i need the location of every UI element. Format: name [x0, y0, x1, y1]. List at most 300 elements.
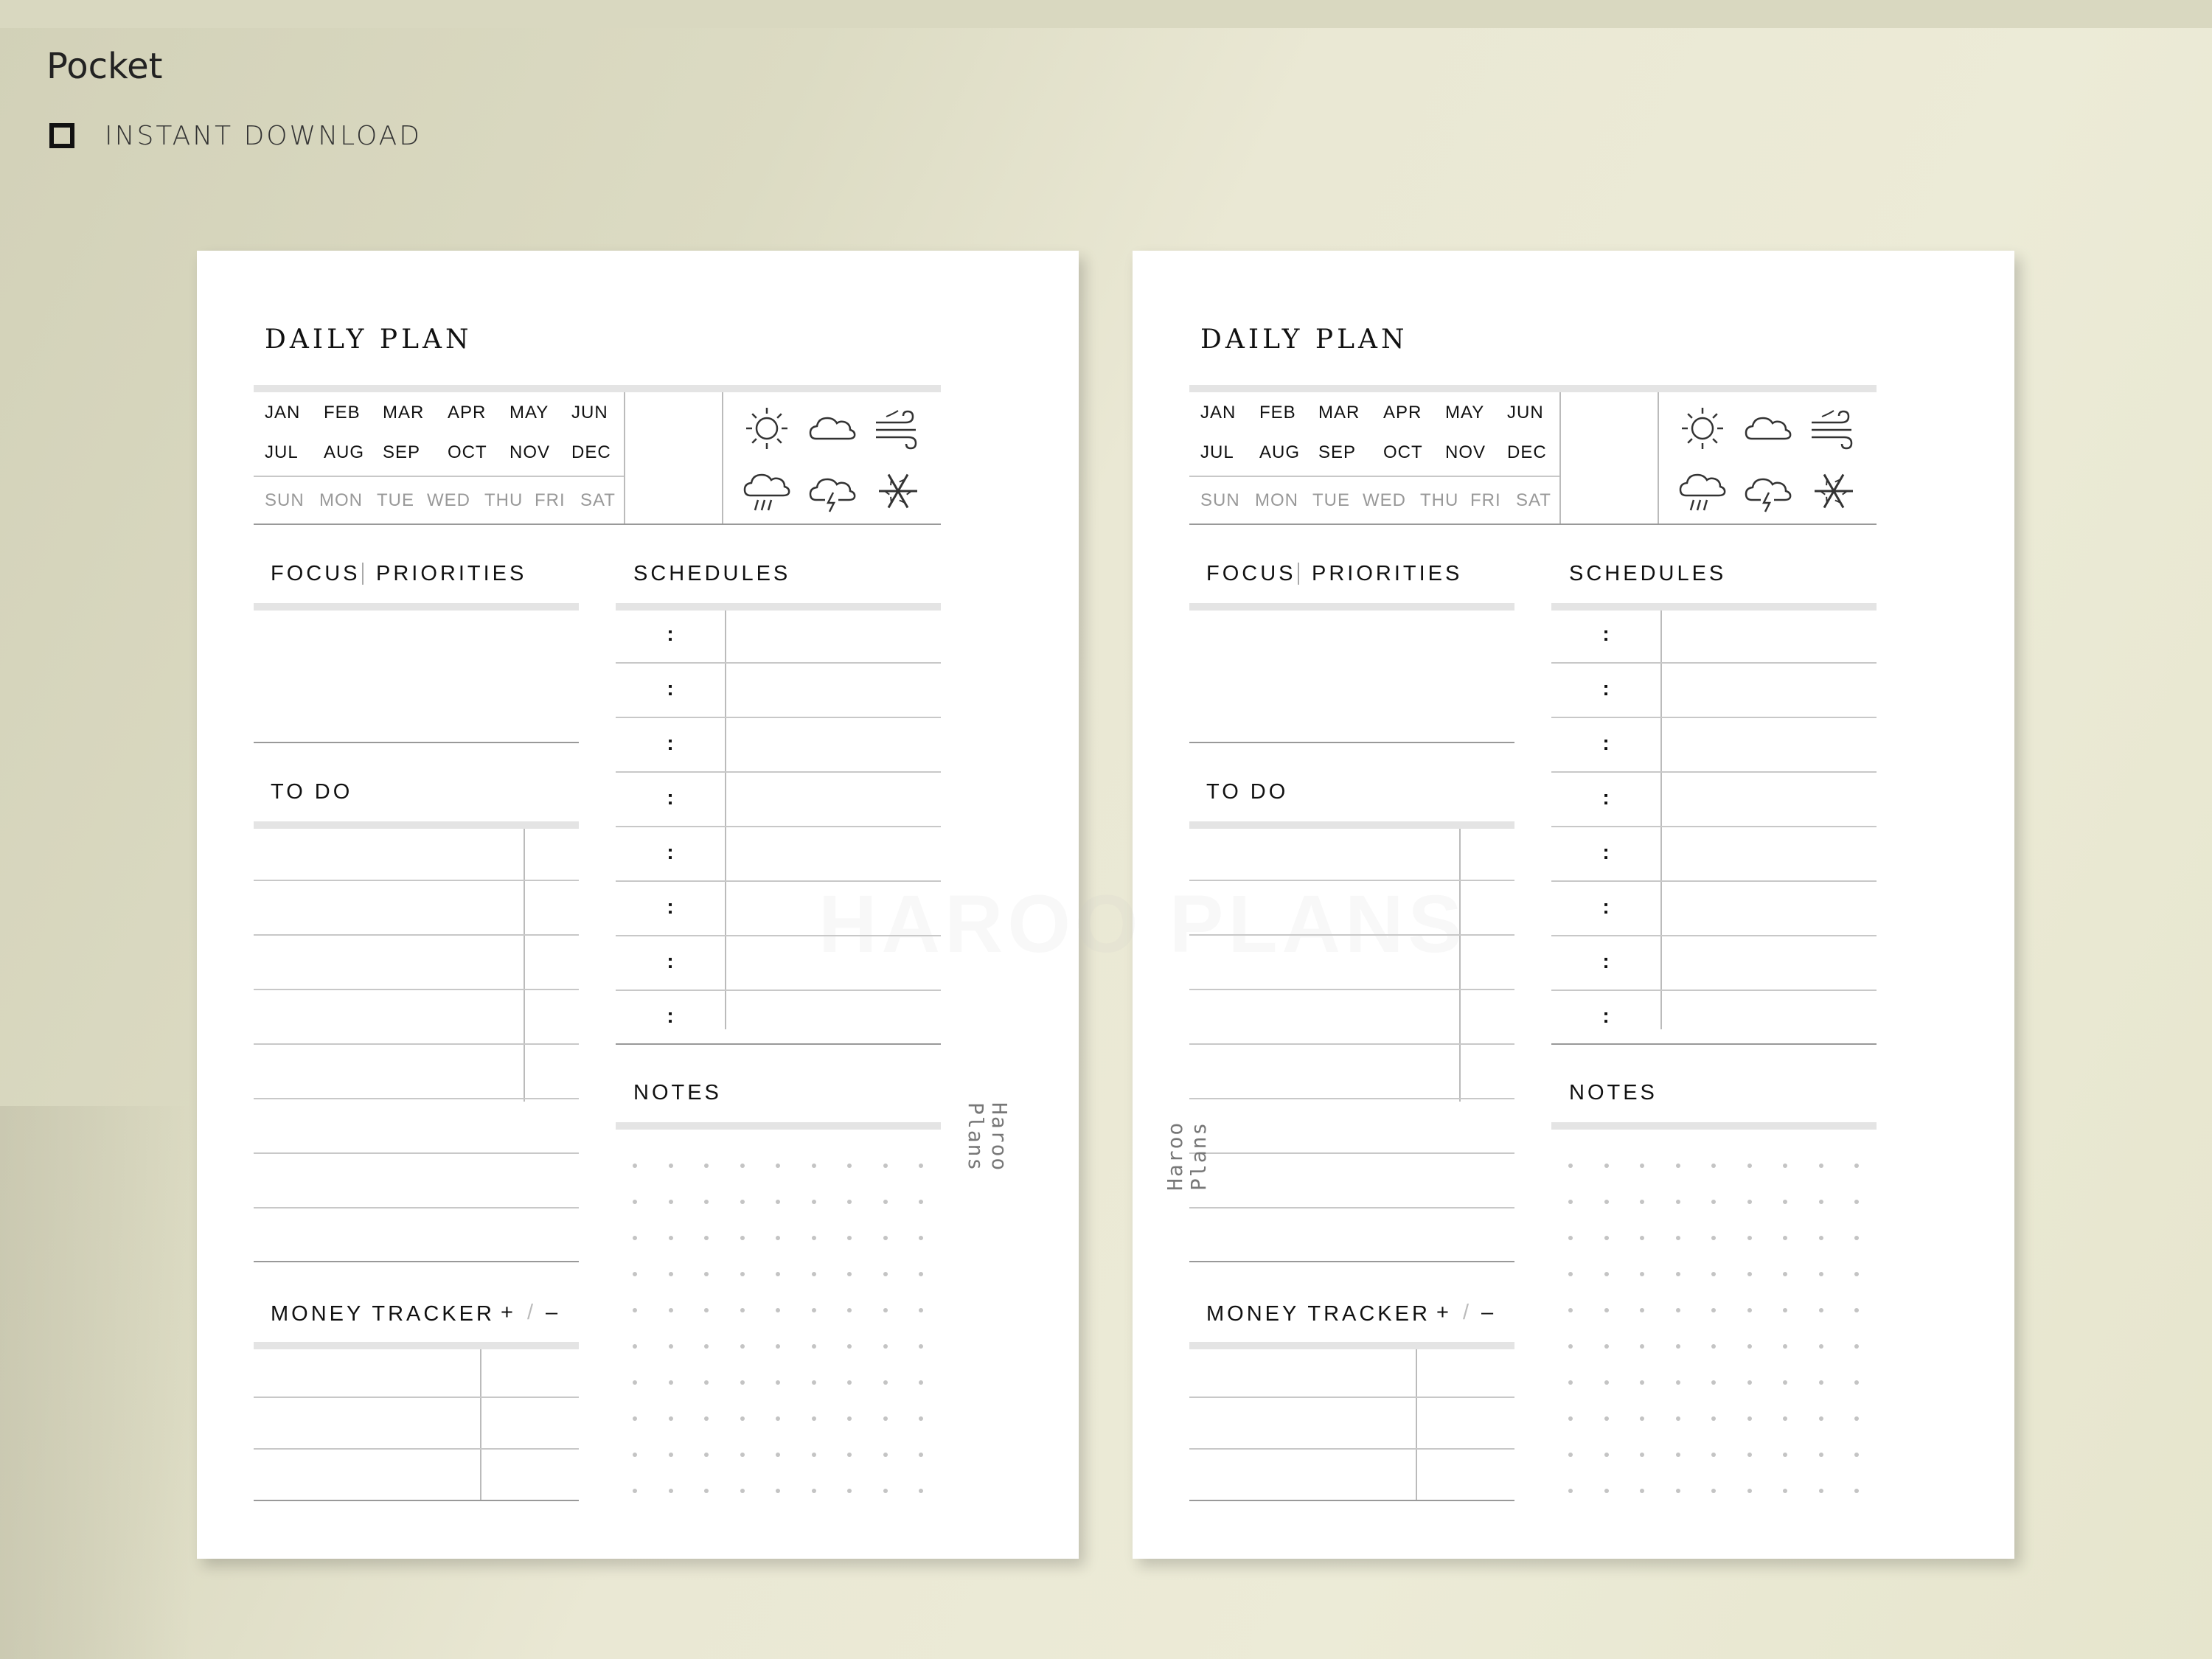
month-label[interactable]: DEC	[571, 442, 611, 462]
notes-dot	[1819, 1380, 1823, 1385]
date-block-divider	[624, 392, 625, 524]
weekday-label[interactable]: FRI	[535, 490, 566, 510]
todo-rule	[254, 821, 579, 829]
schedule-line	[616, 826, 941, 827]
notes-dot	[669, 1272, 673, 1276]
money-column	[1416, 1349, 1417, 1500]
wind-icon[interactable]	[1807, 402, 1860, 455]
month-label[interactable]: MAY	[509, 403, 549, 422]
schedule-line	[1551, 1043, 1877, 1045]
month-label[interactable]: MAR	[1318, 403, 1360, 422]
notes-dot	[740, 1308, 745, 1312]
todo-row[interactable]	[254, 1211, 524, 1264]
notes-dot	[1640, 1164, 1644, 1168]
notes-dot	[1568, 1489, 1573, 1493]
schedule-line	[616, 990, 941, 991]
notes-dot	[669, 1164, 673, 1168]
priorities-label: PRIORITIES	[1312, 562, 1463, 585]
notes-dot	[776, 1453, 780, 1457]
notes-dot	[1676, 1236, 1680, 1240]
notes-dot	[847, 1380, 852, 1385]
notes-dot	[740, 1272, 745, 1276]
schedule-time-slot[interactable]: :	[667, 622, 674, 645]
notes-dot	[704, 1380, 709, 1385]
notes-dot	[1854, 1308, 1859, 1312]
notes-dot	[1711, 1489, 1716, 1493]
wind-icon[interactable]	[872, 402, 925, 455]
notes-dot	[740, 1489, 745, 1493]
notes-dot	[919, 1344, 923, 1349]
notes-dot	[1783, 1489, 1787, 1493]
notes-dot	[883, 1272, 888, 1276]
notes-dot	[1640, 1453, 1644, 1457]
weekday-label[interactable]: FRI	[1470, 490, 1501, 510]
schedule-time-slot[interactable]: :	[1602, 622, 1610, 645]
notes-dot	[740, 1236, 745, 1240]
notes-dot	[776, 1236, 780, 1240]
schedule-time-slot[interactable]: :	[1602, 895, 1610, 918]
schedules-label: SCHEDULES	[1569, 562, 1727, 585]
brand-line-2: Plans	[964, 1102, 988, 1172]
weather-block-divider	[722, 392, 723, 524]
notes-dot	[740, 1344, 745, 1349]
notes-dot	[740, 1453, 745, 1457]
notes-dot	[669, 1416, 673, 1421]
month-label[interactable]: MAR	[383, 403, 425, 422]
weekday-label[interactable]: MON	[319, 490, 363, 510]
notes-dot	[1676, 1344, 1680, 1349]
notes-dot	[669, 1344, 673, 1349]
notes-dot	[1711, 1380, 1716, 1385]
month-label[interactable]: NOV	[1445, 442, 1486, 462]
notes-dot	[1711, 1344, 1716, 1349]
money-line	[254, 1448, 579, 1450]
notes-dot	[776, 1272, 780, 1276]
notes-dot	[669, 1489, 673, 1493]
notes-dot	[740, 1164, 745, 1168]
notes-dot	[1604, 1344, 1609, 1349]
notes-dot	[1640, 1200, 1644, 1204]
sun-icon[interactable]	[1676, 402, 1729, 455]
weekday-label[interactable]: SAT	[580, 490, 616, 510]
notes-dot	[704, 1489, 709, 1493]
money-line	[1189, 1448, 1514, 1450]
notes-dot	[1819, 1272, 1823, 1276]
notes-dot	[1676, 1453, 1680, 1457]
month-label[interactable]: FEB	[1259, 403, 1296, 422]
notes-dot	[776, 1200, 780, 1204]
notes-dot	[1747, 1489, 1752, 1493]
cloud-icon[interactable]	[806, 402, 859, 455]
weekday-label[interactable]: SUN	[265, 490, 305, 510]
money-tracker-label: MONEY TRACKER	[271, 1302, 495, 1326]
notes-dot	[847, 1164, 852, 1168]
notes-dot	[812, 1489, 816, 1493]
schedule-time-slot[interactable]: :	[667, 950, 674, 973]
months-divider	[1189, 476, 1559, 477]
focus-bottom-rule	[254, 742, 579, 743]
schedules-rule	[1551, 603, 1877, 611]
notes-dot	[847, 1236, 852, 1240]
sun-icon[interactable]	[740, 402, 793, 455]
notes-dot	[633, 1164, 637, 1168]
notes-dot	[1711, 1272, 1716, 1276]
notes-dot	[1568, 1308, 1573, 1312]
notes-dot	[1747, 1416, 1752, 1421]
notes-dot	[1640, 1308, 1644, 1312]
money-minus: –	[1481, 1301, 1494, 1324]
brand-line-1: Haroo	[1163, 1121, 1187, 1191]
notes-dot	[883, 1380, 888, 1385]
notes-dot	[1783, 1200, 1787, 1204]
notes-dot	[1819, 1164, 1823, 1168]
money-bottom-rule	[254, 1500, 579, 1501]
date-block-bottom-rule	[1189, 524, 1877, 525]
notes-dot	[1676, 1489, 1680, 1493]
notes-dot	[812, 1308, 816, 1312]
schedule-time-slot[interactable]: :	[667, 677, 674, 700]
schedule-time-slot[interactable]: :	[1602, 841, 1610, 863]
notes-dot	[633, 1272, 637, 1276]
schedule-time-slot[interactable]: :	[667, 786, 674, 809]
notes-dot	[1676, 1416, 1680, 1421]
notes-dot	[1854, 1200, 1859, 1204]
money-minus: –	[546, 1301, 558, 1324]
notes-dot	[1854, 1344, 1859, 1349]
notes-dot	[1604, 1308, 1609, 1312]
notes-dot	[1568, 1380, 1573, 1385]
notes-dot	[1711, 1236, 1716, 1240]
money-column	[480, 1349, 481, 1500]
notes-dot	[669, 1236, 673, 1240]
notes-dot	[1819, 1200, 1823, 1204]
notes-dot	[847, 1200, 852, 1204]
weekday-label[interactable]: TUE	[377, 490, 414, 510]
brand-line-2: Plans	[1186, 1121, 1211, 1191]
todo-checkbox-column	[524, 829, 525, 1102]
notes-dot	[1640, 1489, 1644, 1493]
notes-dot	[883, 1489, 888, 1493]
rain-icon[interactable]	[740, 465, 793, 518]
notes-dot	[812, 1416, 816, 1421]
month-label[interactable]: AUG	[324, 442, 365, 462]
notes-dot	[704, 1308, 709, 1312]
notes-label: NOTES	[1569, 1081, 1658, 1105]
schedules-time-column	[1660, 611, 1662, 1029]
weekday-label[interactable]: SAT	[1516, 490, 1551, 510]
notes-dot	[1819, 1489, 1823, 1493]
weekday-label[interactable]: THU	[484, 490, 524, 510]
schedule-line	[616, 1043, 941, 1045]
month-label[interactable]: JUN	[1507, 403, 1544, 422]
focus-label: FOCUS	[271, 562, 361, 585]
priorities-label: PRIORITIES	[376, 562, 527, 585]
notes-dot	[1604, 1164, 1609, 1168]
notes-dot	[1568, 1200, 1573, 1204]
notes-dot	[633, 1236, 637, 1240]
background-shadow	[0, 1106, 192, 1659]
weekday-label[interactable]: THU	[1420, 490, 1459, 510]
focus-separator	[1298, 563, 1299, 585]
todo-row[interactable]	[254, 938, 524, 991]
notes-dot	[1568, 1272, 1573, 1276]
date-block-divider	[1559, 392, 1561, 524]
notes-dot	[847, 1416, 852, 1421]
schedule-time-slot[interactable]: :	[1602, 786, 1610, 809]
thunderstorm-icon[interactable]	[1742, 465, 1795, 518]
notes-dot	[669, 1453, 673, 1457]
notes-dot	[776, 1489, 780, 1493]
notes-dot	[1783, 1344, 1787, 1349]
notes-dot	[1747, 1344, 1752, 1349]
schedule-time-slot[interactable]: :	[667, 1004, 674, 1027]
notes-dot	[633, 1200, 637, 1204]
notes-dot	[776, 1164, 780, 1168]
notes-dot	[919, 1308, 923, 1312]
notes-dot	[847, 1344, 852, 1349]
notes-dot	[1711, 1308, 1716, 1312]
notes-dot	[1604, 1453, 1609, 1457]
money-plus: +	[501, 1301, 513, 1324]
month-label[interactable]: OCT	[448, 442, 487, 462]
notes-dot	[633, 1380, 637, 1385]
schedule-line	[1551, 717, 1877, 718]
notes-dot	[883, 1236, 888, 1240]
schedule-line	[1551, 935, 1877, 936]
money-bottom-rule	[1189, 1500, 1514, 1501]
notes-dot	[847, 1489, 852, 1493]
product-title: Pocket	[46, 46, 163, 87]
notes-dot	[1640, 1236, 1644, 1240]
rain-icon[interactable]	[1676, 465, 1729, 518]
schedule-line	[616, 771, 941, 773]
months-divider	[254, 476, 624, 477]
todo-row[interactable]	[1189, 992, 1459, 1046]
notes-dot	[1604, 1489, 1609, 1493]
todo-rule	[1189, 821, 1514, 829]
notes-dot	[919, 1416, 923, 1421]
notes-label: NOTES	[633, 1081, 722, 1105]
money-tracker-label: MONEY TRACKER	[1206, 1302, 1430, 1326]
notes-dot	[812, 1453, 816, 1457]
month-label[interactable]: JUL	[1200, 442, 1234, 462]
notes-dot	[1783, 1164, 1787, 1168]
focus-rule	[254, 603, 579, 611]
schedule-line	[616, 717, 941, 718]
notes-dot	[1568, 1416, 1573, 1421]
month-label[interactable]: AUG	[1259, 442, 1301, 462]
notes-dot	[704, 1344, 709, 1349]
schedules-label: SCHEDULES	[633, 562, 791, 585]
month-label[interactable]: SEP	[1318, 442, 1357, 462]
notes-dot	[919, 1453, 923, 1457]
notes-dot	[847, 1272, 852, 1276]
todo-row[interactable]	[1189, 829, 1459, 882]
notes-dot	[1568, 1344, 1573, 1349]
month-label[interactable]: APR	[448, 403, 487, 422]
notes-dot	[1819, 1344, 1823, 1349]
notes-dot	[812, 1272, 816, 1276]
notes-dot	[776, 1308, 780, 1312]
month-label[interactable]: JUN	[571, 403, 608, 422]
date-block-top-rule	[1189, 385, 1877, 392]
notes-rule	[616, 1122, 941, 1130]
notes-dot	[740, 1416, 745, 1421]
notes-dot	[1604, 1380, 1609, 1385]
month-label[interactable]: APR	[1383, 403, 1422, 422]
schedules-rule	[616, 603, 941, 611]
notes-dot	[740, 1380, 745, 1385]
notes-dot	[1747, 1236, 1752, 1240]
notes-dot	[704, 1200, 709, 1204]
todo-label: TO DO	[1206, 780, 1289, 804]
notes-dot	[1854, 1164, 1859, 1168]
notes-dot	[1854, 1453, 1859, 1457]
weekday-label[interactable]: WED	[427, 490, 470, 510]
month-label[interactable]: JAN	[1200, 403, 1237, 422]
brand-name	[1163, 1102, 1237, 1250]
notes-dot	[1854, 1272, 1859, 1276]
notes-dot	[740, 1200, 745, 1204]
schedule-line	[1551, 771, 1877, 773]
schedules-time-column	[725, 611, 726, 1029]
notes-dot	[812, 1200, 816, 1204]
notes-dot	[1747, 1200, 1752, 1204]
month-label[interactable]: SEP	[383, 442, 421, 462]
todo-row[interactable]	[254, 992, 524, 1046]
weekday-label[interactable]: WED	[1363, 490, 1406, 510]
notes-dot	[776, 1416, 780, 1421]
notes-dot	[1819, 1308, 1823, 1312]
notes-dot	[919, 1380, 923, 1385]
focus-rule	[1189, 603, 1514, 611]
notes-dot	[633, 1453, 637, 1457]
schedule-line	[1551, 826, 1877, 827]
checkbox-icon	[49, 123, 74, 148]
notes-dot	[1854, 1236, 1859, 1240]
todo-row[interactable]	[254, 1047, 524, 1100]
notes-dot	[633, 1416, 637, 1421]
weather-block-divider	[1658, 392, 1659, 524]
notes-dot	[883, 1453, 888, 1457]
schedule-time-slot[interactable]: :	[667, 841, 674, 863]
notes-dot	[633, 1344, 637, 1349]
page-title: DAILY PLAN	[265, 324, 473, 355]
schedule-time-slot[interactable]: :	[667, 895, 674, 918]
notes-dot	[776, 1380, 780, 1385]
notes-dot	[812, 1344, 816, 1349]
notes-dot	[883, 1200, 888, 1204]
month-label[interactable]: MAY	[1445, 403, 1485, 422]
todo-label: TO DO	[271, 780, 353, 804]
notes-dot	[633, 1489, 637, 1493]
notes-dot	[883, 1416, 888, 1421]
notes-dot	[1819, 1416, 1823, 1421]
schedule-time-slot[interactable]: :	[667, 731, 674, 754]
month-label[interactable]: JUL	[265, 442, 299, 462]
money-rule	[1189, 1342, 1514, 1349]
thunderstorm-icon[interactable]	[806, 465, 859, 518]
brand-line-1: Haroo	[987, 1102, 1012, 1172]
schedule-time-slot[interactable]: :	[1602, 677, 1610, 700]
weekday-label[interactable]: MON	[1255, 490, 1298, 510]
month-label[interactable]: NOV	[509, 442, 551, 462]
notes-dot	[812, 1236, 816, 1240]
notes-dot	[1783, 1416, 1787, 1421]
notes-dot	[1676, 1272, 1680, 1276]
notes-dot	[812, 1380, 816, 1385]
todo-row[interactable]	[254, 1156, 524, 1209]
month-label[interactable]: OCT	[1383, 442, 1423, 462]
snowflake-icon[interactable]	[1807, 465, 1860, 518]
todo-row[interactable]	[254, 883, 524, 936]
notes-dot	[847, 1453, 852, 1457]
notes-dot	[1747, 1453, 1752, 1457]
schedule-line	[1551, 880, 1877, 882]
month-label[interactable]: FEB	[324, 403, 361, 422]
schedule-time-slot[interactable]: :	[1602, 731, 1610, 754]
todo-row[interactable]	[254, 829, 524, 882]
notes-dot	[1568, 1164, 1573, 1168]
notes-dot	[1747, 1308, 1752, 1312]
notes-dot	[1819, 1236, 1823, 1240]
snowflake-icon[interactable]	[872, 465, 925, 518]
notes-dot	[1854, 1380, 1859, 1385]
notes-dot	[704, 1164, 709, 1168]
notes-rule	[1551, 1122, 1877, 1130]
notes-dot	[1783, 1453, 1787, 1457]
date-block-bottom-rule	[254, 524, 941, 525]
notes-dot	[704, 1453, 709, 1457]
weekday-label[interactable]: SUN	[1200, 490, 1240, 510]
month-label[interactable]: JAN	[265, 403, 301, 422]
month-label[interactable]: DEC	[1507, 442, 1547, 462]
notes-dot	[1676, 1200, 1680, 1204]
page-title: DAILY PLAN	[1200, 324, 1408, 355]
watermark: HAROO PLANS	[818, 879, 1467, 970]
notes-dot	[1640, 1344, 1644, 1349]
todo-row[interactable]	[1189, 1047, 1459, 1100]
notes-dot	[1640, 1380, 1644, 1385]
notes-dot	[1783, 1236, 1787, 1240]
notes-dot	[1747, 1272, 1752, 1276]
schedule-time-slot[interactable]: :	[1602, 1004, 1610, 1027]
notes-dot	[1819, 1453, 1823, 1457]
notes-dot	[1747, 1380, 1752, 1385]
notes-dot	[669, 1200, 673, 1204]
notes-dot	[1604, 1272, 1609, 1276]
notes-dot	[883, 1344, 888, 1349]
schedule-time-slot[interactable]: :	[1602, 950, 1610, 973]
cloud-icon[interactable]	[1742, 402, 1795, 455]
notes-dot	[883, 1308, 888, 1312]
notes-dot	[919, 1489, 923, 1493]
money-line	[1189, 1397, 1514, 1398]
notes-dot	[1711, 1453, 1716, 1457]
notes-dot	[633, 1308, 637, 1312]
money-slash: /	[1463, 1301, 1470, 1324]
date-block-top-rule	[254, 385, 941, 392]
schedule-line	[1551, 662, 1877, 664]
notes-dot	[1747, 1164, 1752, 1168]
notes-dot	[1568, 1453, 1573, 1457]
notes-dot	[776, 1344, 780, 1349]
todo-row[interactable]	[254, 1102, 524, 1155]
notes-dot	[919, 1272, 923, 1276]
weekday-label[interactable]: TUE	[1312, 490, 1350, 510]
schedule-line	[616, 662, 941, 664]
schedule-line	[1551, 990, 1877, 991]
